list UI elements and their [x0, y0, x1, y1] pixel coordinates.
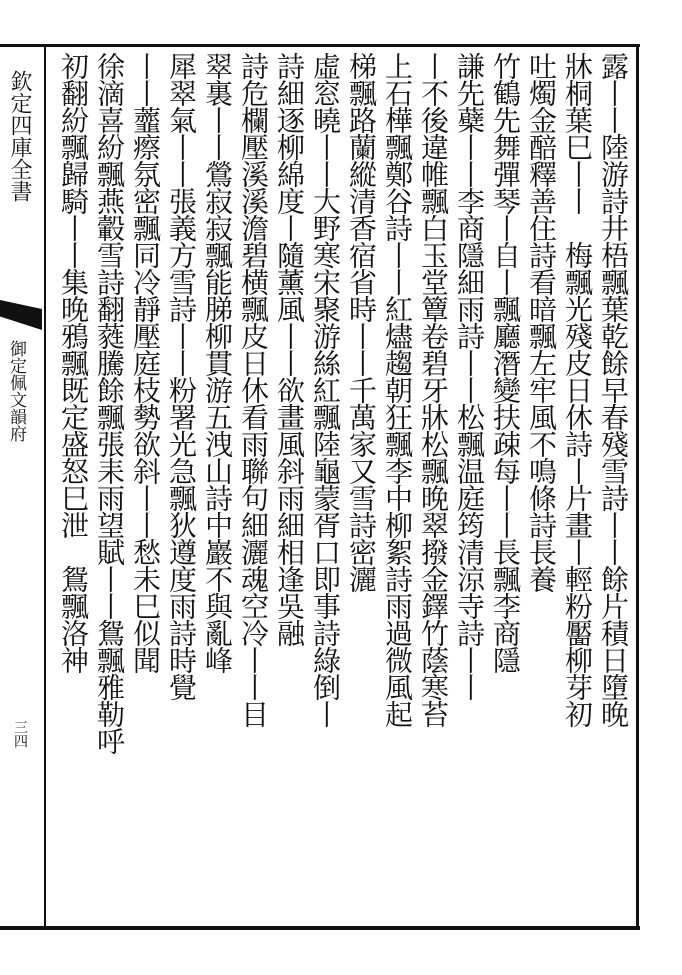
margin-title: 欽定四庫全書 — [7, 70, 32, 202]
text-column: 梯飄路蘭縱清香宿省時丨丨千萬家又雪詩密灑 — [345, 52, 378, 592]
bottom-border — [0, 926, 640, 930]
text-column: 上石樺飄鄭谷詩丨丨紅燼趨朝狂飄李中柳絮詩雨過微風起 — [381, 52, 414, 727]
text-column: 初翻紛飄歸騎丨丨集晚鴉飄既定盛怒巳泄 鴛飄洛神 — [57, 52, 90, 673]
text-column: 牀桐葉巳丨丨 梅飄光殘皮日休詩丨片畫丨輕粉靨柳芽初 — [561, 52, 594, 727]
top-border — [0, 44, 640, 47]
margin-divider — [44, 44, 46, 930]
text-column: 翠裏丨丨鶯寂寂飄能䏲柳貫游五洩山詩中巖不與亂峰 — [201, 52, 234, 673]
margin-fishtail — [0, 300, 42, 330]
text-column: 露丨丨陸游詩井梧飄葉乾餘早春殘雪詩丨丨餘片積日墮晚 — [597, 52, 630, 727]
text-column: 犀翠氣丨丨張義方雪詩丨丨粉署光急飄狄遵度雨詩時覺 — [165, 52, 198, 700]
right-border — [636, 44, 639, 930]
text-column: 吐燭金醅釋善住詩看暗飄左牢風不鳴條詩長養 — [525, 52, 558, 592]
text-column: 虛窓曉丨丨大野寒宋聚游絲紅飄陸龜蒙胥口即事詩綠倒丨 — [309, 52, 342, 727]
text-column: 丨不後違帷飄白玉堂簟卷碧牙牀松飄晚翠撥金鐸竹蔭寒苔 — [417, 52, 450, 727]
text-column: 徐滴喜紛飄燕轂雪詩翻蕤騰餘飄張耒雨望賦丨丨鴛飄雅勒呼 — [93, 52, 126, 754]
margin-book-title: 御定佩文韻府 — [6, 340, 26, 442]
text-column: 竹鶴先舞彈琴丨自丨飄廳潛變扶疎每丨丨長飄李商隱 — [489, 52, 522, 673]
text-column: 詩細逐柳綿度丨隨薰風丨丨欲畫風斜雨細相逢吳融 — [273, 52, 306, 646]
text-column: 詩危欄壓溪溪澹碧横飄皮日休看雨聯句細灑魂空冷丨丨目 — [237, 52, 270, 727]
text-column: 謙先蘗丨丨李商隱細雨詩丨丨松飄温庭筠清涼寺詩丨丨 — [453, 52, 486, 700]
text-column: 丨丨虀瘵氛密飄同冷靜壓庭枝勢欲斜丨丨愁未巳似聞 — [129, 52, 162, 673]
margin-page-number: 三四 — [12, 720, 28, 748]
